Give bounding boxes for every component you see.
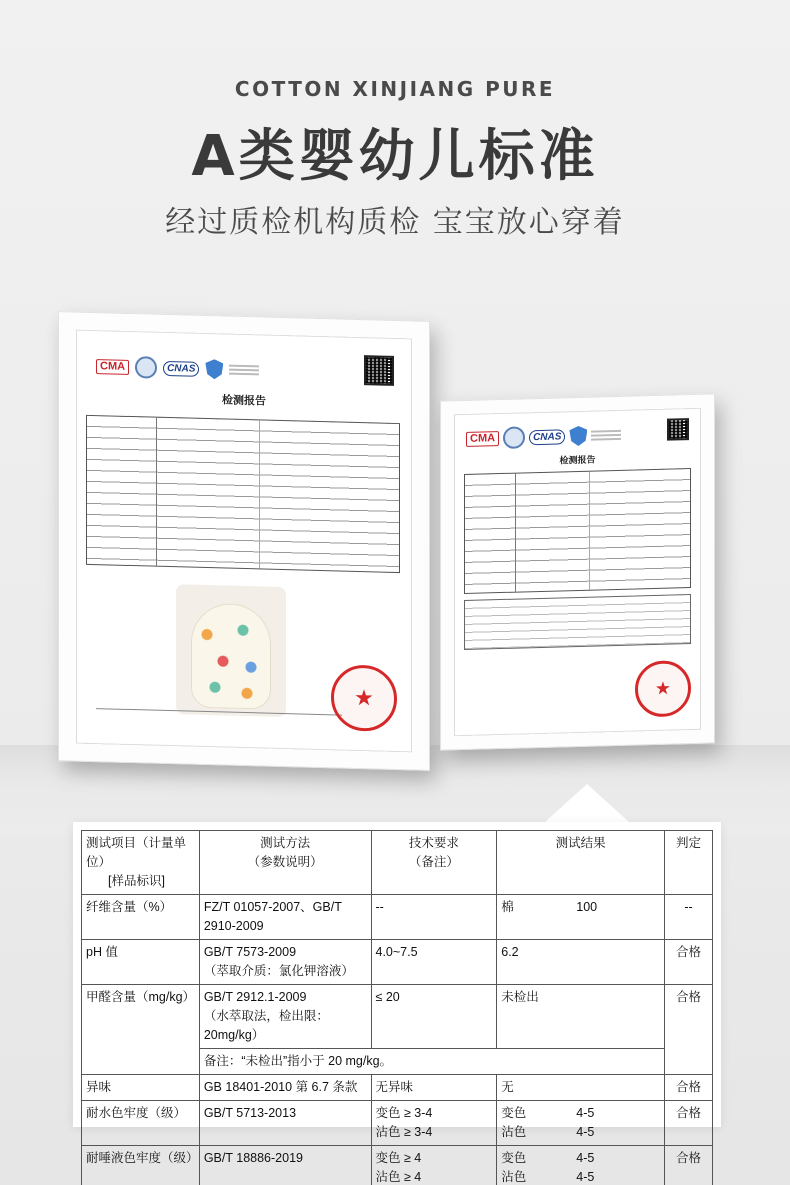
cert-logos <box>466 424 621 450</box>
report-title: 检测报告 <box>559 454 596 466</box>
cnas-logo-icon: CNAS <box>163 360 199 376</box>
cell-result: 无 <box>497 1075 665 1101</box>
cell-item: 耐唾液色牢度（级） <box>82 1146 200 1185</box>
cell-item: 耐水色牢度（级） <box>82 1101 200 1146</box>
cell-result: 棉 100 <box>497 895 665 940</box>
header-method: 测试方法 （参数说明） <box>199 831 371 895</box>
seal-logo-icon <box>135 356 157 379</box>
subtitle-en: COTTON XINJIANG PURE <box>234 77 556 101</box>
baby-romper-image <box>191 603 271 710</box>
cell-result: 变色 4-5 沾色 4-5 <box>497 1101 665 1146</box>
qr-code-icon <box>667 418 689 441</box>
card-pointer <box>545 784 629 822</box>
cell-item: 纤维含量（%） <box>82 895 200 940</box>
red-stamp-icon <box>635 660 691 717</box>
seal-logo-icon <box>503 426 525 449</box>
qr-code-icon <box>364 355 394 386</box>
cell-item: 异味 <box>82 1075 200 1101</box>
cma-logo-icon: CMA <box>96 359 129 375</box>
table-row <box>82 1146 713 1185</box>
cell-verdict: -- <box>665 895 713 940</box>
shield-logo-icon <box>569 426 587 446</box>
cell-result: 未检出 <box>497 985 665 1049</box>
cell-requirement: 无异味 <box>371 1075 497 1101</box>
table-header-row <box>82 831 713 895</box>
cert-logos <box>96 355 259 381</box>
logo-text-lines <box>591 430 621 441</box>
cell-note: 备注：“未检出”指小于 20 mg/kg。 <box>199 1049 664 1075</box>
certificate-frame-large <box>58 311 430 771</box>
certificate-paper <box>76 330 412 753</box>
shield-logo-icon <box>205 359 223 379</box>
results-card <box>73 822 721 1184</box>
table-row <box>82 1075 713 1101</box>
cell-item: pH 值 <box>82 940 200 985</box>
cell-result: 变色 4-5 沾色 4-5 <box>497 1146 665 1185</box>
report-table <box>86 415 400 573</box>
page-title: A类婴幼儿标准 <box>191 124 599 189</box>
table-row <box>82 985 713 1049</box>
cell-item: 甲醛含量（mg/kg） <box>82 985 200 1075</box>
cell-requirement: 变色 ≥ 3-4 沾色 ≥ 3-4 <box>371 1101 497 1146</box>
certificate-paper <box>454 408 701 736</box>
table-row <box>82 940 713 985</box>
garment-photo <box>176 584 286 717</box>
results-table <box>81 830 713 1185</box>
header-item: 测试项目（计量单位） [样品标识] <box>82 831 200 895</box>
cnas-logo-icon: CNAS <box>529 429 565 445</box>
red-stamp-icon <box>331 664 397 732</box>
cell-method: GB/T 7573-2009 （萃取介质：氯化钾溶液） <box>199 940 371 985</box>
cell-verdict: 合格 <box>665 940 713 985</box>
logo-text-lines <box>229 365 259 376</box>
cell-requirement: -- <box>371 895 497 940</box>
cell-verdict: 合格 <box>665 1075 713 1101</box>
cell-requirement: 变色 ≥ 4 沾色 ≥ 4 <box>371 1146 497 1185</box>
certificate-frame-small <box>440 393 715 750</box>
table-row <box>82 895 713 940</box>
cma-logo-icon: CMA <box>466 431 499 447</box>
header-result: 测试结果 <box>497 831 665 895</box>
cell-requirement: 4.0~7.5 <box>371 940 497 985</box>
cell-method: GB 18401-2010 第 6.7 条款 <box>199 1075 371 1101</box>
cell-method: GB/T 2912.1-2009 （水萃取法，检出限：20mg/kg） <box>199 985 371 1049</box>
header-requirement: 技术要求 （备注） <box>371 831 497 895</box>
cell-verdict: 合格 <box>665 985 713 1075</box>
cell-verdict: 合格 <box>665 1146 713 1185</box>
cell-verdict: 合格 <box>665 1101 713 1146</box>
cell-requirement: ≤ 20 <box>371 985 497 1049</box>
cell-method: GB/T 5713-2013 <box>199 1101 371 1146</box>
report-notes <box>464 594 691 650</box>
table-row <box>82 1101 713 1146</box>
cell-method: GB/T 18886-2019 <box>199 1146 371 1185</box>
tagline: 经过质检机构质检 宝宝放心穿着 <box>165 205 625 240</box>
cell-result: 6.2 <box>497 940 665 985</box>
cell-method: FZ/T 01057-2007、GB/T 2910-2009 <box>199 895 371 940</box>
header-verdict: 判定 <box>665 831 713 895</box>
report-title: 检测报告 <box>222 394 266 408</box>
report-table <box>464 468 691 594</box>
